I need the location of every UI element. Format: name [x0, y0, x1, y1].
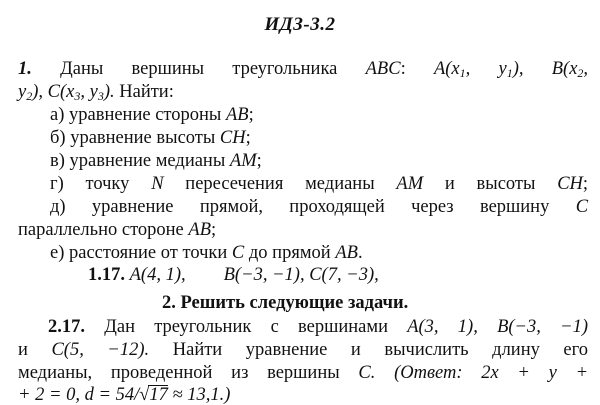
vertex-a: $A(x_1$, $y_1$),	[433, 59, 524, 80]
task2-heading: 2. Решить следующие задачи.	[162, 293, 409, 313]
task2-number: 2.17.	[48, 317, 85, 337]
task2-line-3: медианы, проведенной из вершины C. (Ответ: 2x + y +	[18, 363, 589, 383]
task1-intro: Даны вершины треугольника	[60, 59, 338, 79]
variant-a: A(4, 1),	[129, 265, 186, 285]
triangle-name: ABC	[365, 59, 401, 79]
answer-label: (Ответ:	[394, 363, 463, 383]
task1-item-v: в) уравнение медианы AM;	[50, 151, 262, 171]
task2-line-2: и C(5, −12). Найти уравнение и вычислить длину его	[18, 340, 588, 360]
task1-item-g: г) точку N пересечения медианы AM и высоты CH;	[50, 174, 589, 194]
variant-c: C(7, −3),	[309, 265, 379, 285]
task2-line-1: 2.17. Дан треугольник с вершинами A(3, 1), B(−3, −1)	[48, 317, 589, 337]
sqrt-sign: √	[139, 385, 150, 405]
find-label: Найти:	[119, 82, 174, 102]
variant-b: B(−3, −1),	[223, 265, 305, 285]
task1-item-d-line-2: параллельно стороне AB;	[18, 220, 217, 240]
sqrt-radicand: 17	[149, 385, 168, 405]
task1-number: 1.	[18, 59, 32, 79]
task2-line-4: + 2 = 0, d = 54/√17 ≈ 13,1.)	[18, 385, 231, 405]
task1-item-e: е) расстояние от точки C до прямой AB.	[50, 243, 363, 263]
task1-item-d-line-1: д) уравнение прямой, проходящей через вершину C	[50, 197, 589, 217]
variant-number: 1.17.	[88, 265, 125, 285]
vertex-b-end: $y_2$),	[18, 82, 44, 103]
task1-item-b: б) уравнение высоты CH;	[50, 128, 251, 148]
task1-line-1: 1. Даны вершины треугольника ABC: $A(x_1$, $y_1$), $B(x_2$,	[18, 59, 589, 80]
answer-equation: 2x + y +	[481, 363, 589, 383]
task1-variant	[88, 264, 379, 286]
vertex-c: $C(x_3$, $y_3$).	[47, 82, 115, 103]
vertex-b-start: $B(x_2$,	[551, 59, 589, 80]
task1-item-a: а) уравнение стороны AB;	[50, 105, 254, 125]
page-title: ИДЗ-3.2	[264, 14, 336, 35]
